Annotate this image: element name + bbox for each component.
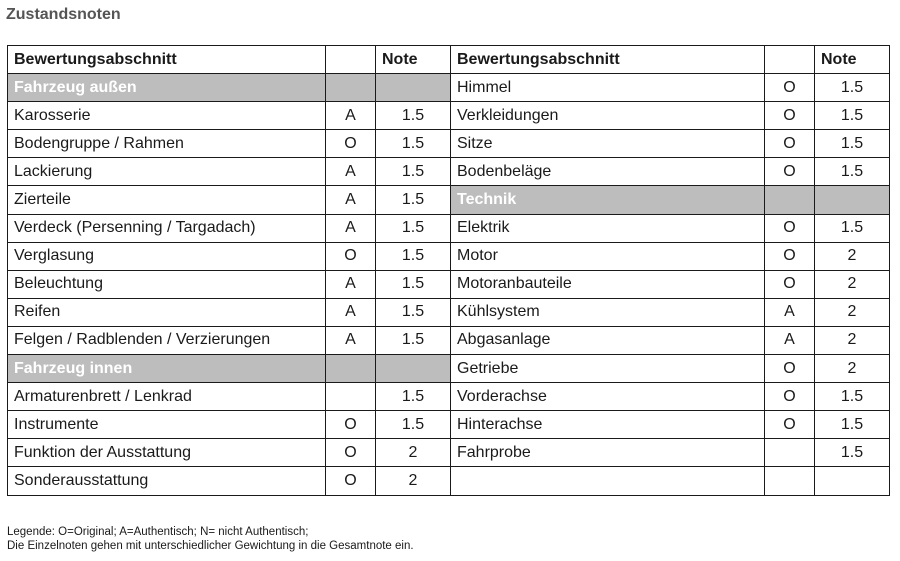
left-item-note: 1.5 [376, 158, 451, 186]
right-item-note: 2 [815, 355, 890, 383]
table-row [8, 214, 890, 242]
left-item-code: O [326, 439, 376, 467]
right-item-note: 1.5 [815, 411, 890, 439]
left-item-label: Zierteile [8, 186, 326, 214]
right-note-header: Note [815, 46, 890, 74]
left-item-code: A [326, 326, 376, 354]
left-item-code: A [326, 298, 376, 326]
table-row [8, 242, 890, 270]
left-item-label: Sonderausstattung [8, 467, 326, 495]
legend-line-1: Legende: O=Original; A=Authentisch; N= nicht Authentisch; [7, 526, 309, 538]
right-item-code: O [765, 411, 815, 439]
left-item-label: Verdeck (Persenning / Targadach) [8, 214, 326, 242]
left-item-note: 1.5 [376, 186, 451, 214]
table-row [8, 298, 890, 326]
left-item-code: A [326, 186, 376, 214]
left-item-label: Beleuchtung [8, 270, 326, 298]
left-item-code: O [326, 411, 376, 439]
left-item-label: Felgen / Radblenden / Verzierungen [8, 326, 326, 354]
table-row [8, 74, 890, 102]
right-item-code: A [765, 298, 815, 326]
table-row [8, 439, 890, 467]
right-item-code: A [765, 326, 815, 354]
right-item-note: 1.5 [815, 102, 890, 130]
table-row [8, 102, 890, 130]
right-item-code: O [765, 74, 815, 102]
right-item-code [765, 439, 815, 467]
table-row [8, 411, 890, 439]
table-row [8, 158, 890, 186]
right-item-note: 1.5 [815, 130, 890, 158]
left-item-label: Lackierung [8, 158, 326, 186]
left-note-header: Note [376, 46, 451, 74]
left-item-note: 1.5 [376, 130, 451, 158]
left-item-label: Bodengruppe / Rahmen [8, 130, 326, 158]
left-item-code: A [326, 158, 376, 186]
left-section-header: Bewertungsabschnitt [8, 46, 326, 74]
right-item-note [815, 467, 890, 495]
right-section-code [765, 186, 815, 214]
right-item-code: O [765, 158, 815, 186]
right-item-code: O [765, 383, 815, 411]
left-section-code [326, 355, 376, 383]
left-section-note [376, 74, 451, 102]
left-item-label: Instrumente [8, 411, 326, 439]
left-item-note: 1.5 [376, 270, 451, 298]
left-item-note: 1.5 [376, 214, 451, 242]
left-item-code: O [326, 242, 376, 270]
right-item-note: 2 [815, 242, 890, 270]
left-item-code: A [326, 214, 376, 242]
left-item-note: 1.5 [376, 411, 451, 439]
table-row [8, 130, 890, 158]
header-row [8, 46, 890, 74]
right-item-label: Motoranbauteile [451, 270, 765, 298]
left-item-note: 1.5 [376, 102, 451, 130]
right-item-label: Elektrik [451, 214, 765, 242]
right-item-note: 2 [815, 326, 890, 354]
legend [7, 525, 414, 553]
table-row [8, 383, 890, 411]
left-item-code: A [326, 102, 376, 130]
left-code-header [326, 46, 376, 74]
grades-body [8, 74, 890, 495]
table-row [8, 186, 890, 214]
left-item-note: 1.5 [376, 298, 451, 326]
right-item-code: O [765, 102, 815, 130]
legend-line-2: Die Einzelnoten gehen mit unterschiedlicher Gewichtung in die Gesamtnote ein. [7, 540, 414, 552]
left-item-code: A [326, 270, 376, 298]
right-item-code: O [765, 355, 815, 383]
right-item-code: O [765, 130, 815, 158]
right-item-note: 1.5 [815, 74, 890, 102]
right-item-note: 1.5 [815, 439, 890, 467]
right-item-label: Kühlsystem [451, 298, 765, 326]
left-item-code: O [326, 467, 376, 495]
right-section-note [815, 186, 890, 214]
grades-table [7, 45, 890, 496]
right-item-label: Abgasanlage [451, 326, 765, 354]
left-item-code: O [326, 130, 376, 158]
left-item-note: 2 [376, 439, 451, 467]
right-item-note: 2 [815, 298, 890, 326]
right-item-label [451, 467, 765, 495]
table-row [8, 326, 890, 354]
right-item-label: Fahrprobe [451, 439, 765, 467]
left-item-note: 1.5 [376, 326, 451, 354]
right-item-label: Bodenbeläge [451, 158, 765, 186]
right-item-label: Himmel [451, 74, 765, 102]
table-row [8, 467, 890, 495]
left-item-label: Verglasung [8, 242, 326, 270]
left-item-label: Reifen [8, 298, 326, 326]
right-item-code: O [765, 242, 815, 270]
right-item-code [765, 467, 815, 495]
left-section-code [326, 74, 376, 102]
left-item-label: Funktion der Ausstattung [8, 439, 326, 467]
right-item-label: Vorderachse [451, 383, 765, 411]
right-item-code: O [765, 214, 815, 242]
right-section-header: Bewertungsabschnitt [451, 46, 765, 74]
right-item-note: 1.5 [815, 383, 890, 411]
left-item-note: 2 [376, 467, 451, 495]
right-item-label: Sitze [451, 130, 765, 158]
right-item-note: 1.5 [815, 214, 890, 242]
right-item-label: Hinterachse [451, 411, 765, 439]
left-section-note [376, 355, 451, 383]
right-section-label: Technik [451, 186, 765, 214]
right-item-label: Verkleidungen [451, 102, 765, 130]
right-item-code: O [765, 270, 815, 298]
left-item-note: 1.5 [376, 383, 451, 411]
right-item-note: 1.5 [815, 158, 890, 186]
left-item-note: 1.5 [376, 242, 451, 270]
page-title: Zustandsnoten [6, 6, 121, 23]
left-item-code [326, 383, 376, 411]
left-item-label: Karosserie [8, 102, 326, 130]
right-item-label: Getriebe [451, 355, 765, 383]
left-item-label: Armaturenbrett / Lenkrad [8, 383, 326, 411]
left-section-label: Fahrzeug außen [8, 74, 326, 102]
table-row [8, 355, 890, 383]
right-item-note: 2 [815, 270, 890, 298]
right-item-label: Motor [451, 242, 765, 270]
table-row [8, 270, 890, 298]
left-section-label: Fahrzeug innen [8, 355, 326, 383]
right-code-header [765, 46, 815, 74]
